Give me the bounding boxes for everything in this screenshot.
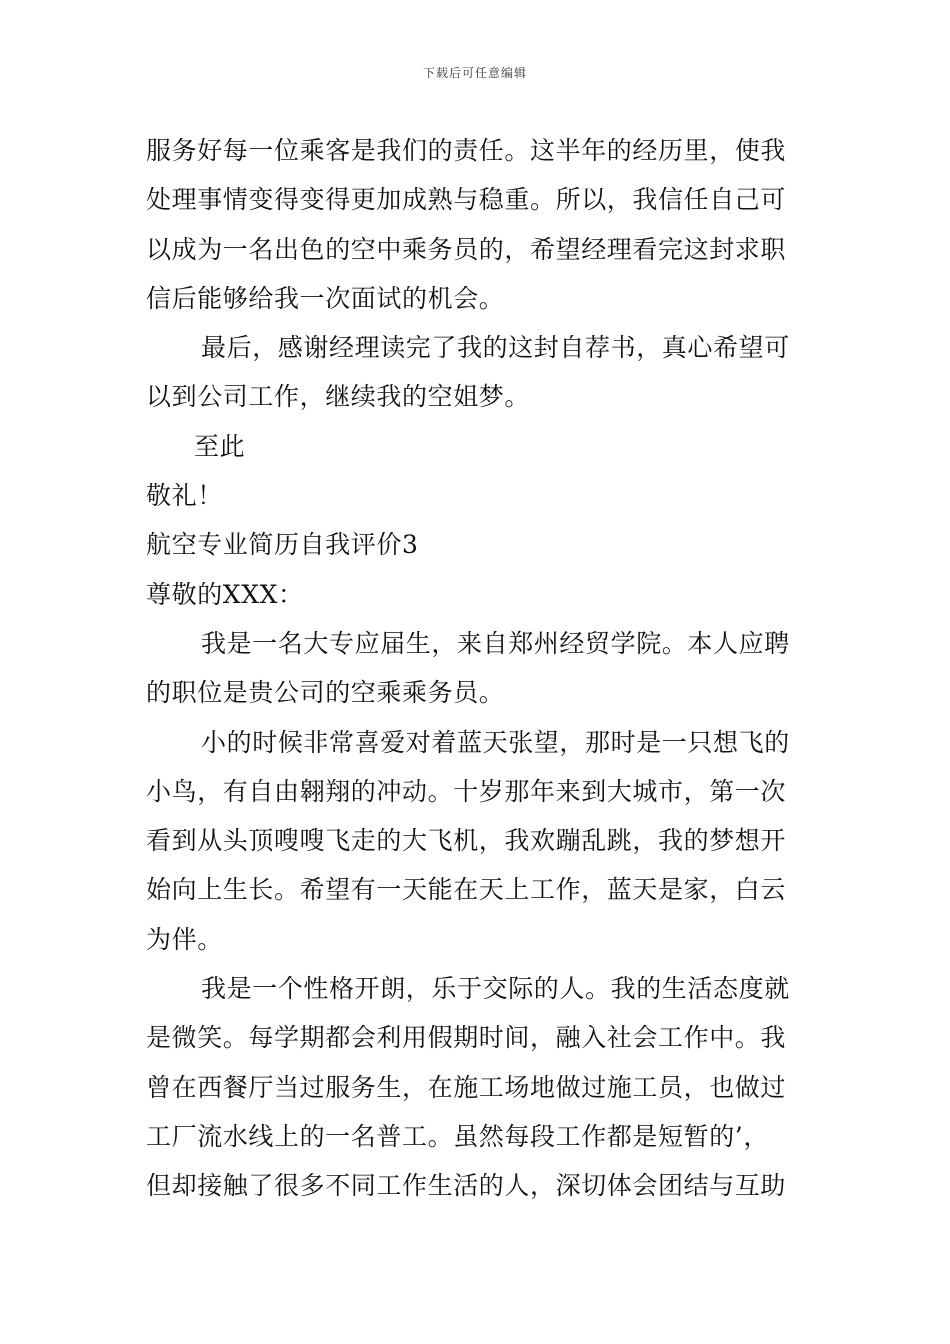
text-line: 服务好每一位乘客是我们的责任。这半年的经历里，使我 xyxy=(146,136,787,165)
text-line: 但却接触了很多不同工作生活的人，深切体会团结与互助 xyxy=(146,1171,787,1201)
paragraph-start: 最后，感谢经理读完了我的这封自荐书，真心希望可 xyxy=(201,333,790,363)
text-line: 曾在西餐厅当过服务生，在施工场地做过施工员，也做过 xyxy=(146,1072,787,1102)
text-line: 处理事情变得变得更加成熟与稳重。所以，我信任自己可 xyxy=(146,185,787,215)
page-header: 下载后可任意编辑 xyxy=(422,66,527,80)
text-line: 工厂流水线上的一名普工。虽然每段工作都是短暂的’， xyxy=(146,1121,769,1151)
text-line: 是微笑。每学期都会利用假期时间，融入社会工作中。我 xyxy=(146,1023,787,1053)
text-line: 为伴。 xyxy=(146,924,223,954)
paragraph-start: 我是一个性格开朗，乐于交际的人。我的生活态度就 xyxy=(201,974,790,1004)
text-line: 以到公司工作，继续我的空姐梦。 xyxy=(146,382,531,412)
text-line: 小鸟，有自由翱翔的冲动。十岁那年来到大城市，第一次 xyxy=(146,776,787,806)
greeting: 尊敬的XXX： xyxy=(146,579,304,609)
paragraph-start: 我是一名大专应届生，来自郑州经贸学院。本人应聘 xyxy=(201,628,790,658)
section-title: 航空专业简历自我评价3 xyxy=(146,530,419,560)
text-line: 始向上生长。希望有一天能在天上工作，蓝天是家，白云 xyxy=(146,875,787,905)
text-line: 的职位是贵公司的空乘乘务员。 xyxy=(146,678,505,708)
closing-phrase: 至此 xyxy=(194,431,246,461)
text-line: 看到从头顶嗖嗖飞走的大飞机，我欢蹦乱跳，我的梦想开 xyxy=(146,826,787,856)
text-line: 信后能够给我一次面试的机会。 xyxy=(146,283,505,313)
text-line: 以成为一名出色的空中乘务员的，希望经理看完这封求职 xyxy=(146,234,787,264)
paragraph-start: 小的时候非常喜爱对着蓝天张望，那时是一只想飞的 xyxy=(201,727,790,757)
document-body xyxy=(146,126,810,1211)
salutation: 敬礼！ xyxy=(146,481,223,511)
